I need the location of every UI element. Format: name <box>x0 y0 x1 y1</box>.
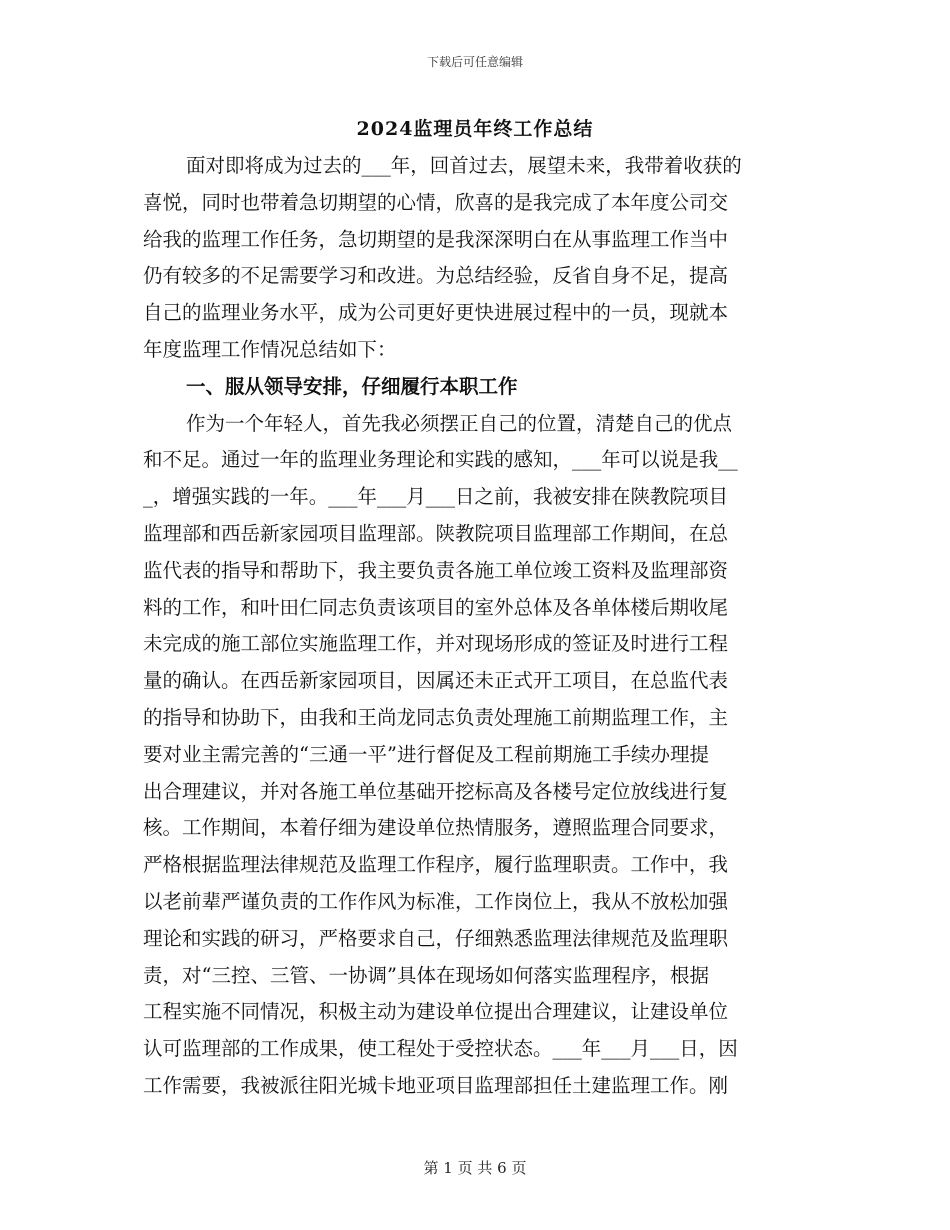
section-heading: 一、服从领导安排，仔细履行本职工作 <box>186 374 518 398</box>
paragraph-line: 认可监理部的工作成果，使工程处于受控状态。___年___月___日，因 <box>143 1037 738 1061</box>
page-number-footer: 第 1 页 共 6 页 <box>423 1159 527 1177</box>
paragraph-line: 严格根据监理法律规范及监理工作程序，履行监理职责。工作中，我 <box>143 853 729 877</box>
paragraph-line: 工程实施不同情况，积极主动为建设单位提出合理建议，让建设单位 <box>143 1000 729 1024</box>
paragraph-line: 的指导和协助下，由我和王尚龙同志负责处理施工前期监理工作，主 <box>143 705 729 729</box>
paragraph-line: 和不足。通过一年的监理业务理论和实践的感知，___年可以说是我__ <box>143 448 738 472</box>
paragraph-line: 监理部和西岳新家园项目监理部。陕教院项目监理部工作期间，在总 <box>143 521 729 545</box>
paragraph-line: 核。工作期间，本着仔细为建设单位热情服务，遵照监理合同要求， <box>143 816 729 840</box>
paragraph-line: 责，对“三控、三管、一协调”具体在现场如何落实监理程序，根据 <box>143 963 709 987</box>
paragraph-line: 给我的监理工作任务，急切期望的是我深深明白在从事监理工作当中 <box>143 227 729 251</box>
paragraph-line: _，增强实践的一年。___年___月___日之前，我被安排在陕教院项目 <box>143 485 729 509</box>
paragraph-line: 仍有较多的不足需要学习和改进。为总结经验，反省自身不足，提高 <box>143 264 729 288</box>
paragraph-line: 未完成的施工部位实施监理工作，并对现场形成的签证及时进行工程 <box>143 632 729 656</box>
paragraph-line: 以老前辈严谨负责的工作作风为标准，工作岗位上，我从不放松加强 <box>143 889 729 913</box>
paragraph-line: 年度监理工作情况总结如下： <box>143 337 397 361</box>
paragraph-line: 工作需要，我被派往阳光城卡地亚项目监理部担任土建监理工作。刚 <box>143 1073 729 1097</box>
paragraph-line: 出合理建议，并对各施工单位基础开挖标高及各楼号定位放线进行复 <box>143 779 729 803</box>
paragraph-line: 监代表的指导和帮助下，我主要负责各施工单位竣工资料及监理部资 <box>143 558 729 582</box>
paragraph-line: 自己的监理业务水平，成为公司更好更快进展过程中的一员，现就本 <box>143 301 729 325</box>
paragraph-line: 要对业主需完善的“三通一平”进行督促及工程前期施工手续办理提 <box>143 742 709 766</box>
document-body <box>143 148 808 1105</box>
paragraph-line: 喜悦，同时也带着急切期望的心情，欣喜的是我完成了本年度公司交 <box>143 190 729 214</box>
page-header-note: 下载后可任意编辑 <box>426 55 523 69</box>
paragraph-line: 理论和实践的研习，严格要求自己，仔细熟悉监理法律规范及监理职 <box>143 926 729 950</box>
paragraph-line: 面对即将成为过去的___年，回首过去，展望未来，我带着收获的 <box>186 154 742 177</box>
paragraph-line: 料的工作，和叶田仁同志负责该项目的室外总体及各单体楼后期收尾 <box>143 595 729 619</box>
paragraph-line: 作为一个年轻人，首先我必须摆正自己的位置，清楚自己的优点 <box>186 411 733 435</box>
paragraph-line: 量的确认。在西岳新家园项目，因属还未正式开工项目，在总监代表 <box>143 669 729 693</box>
document-title: 2024监理员年终工作总结 <box>356 118 594 140</box>
